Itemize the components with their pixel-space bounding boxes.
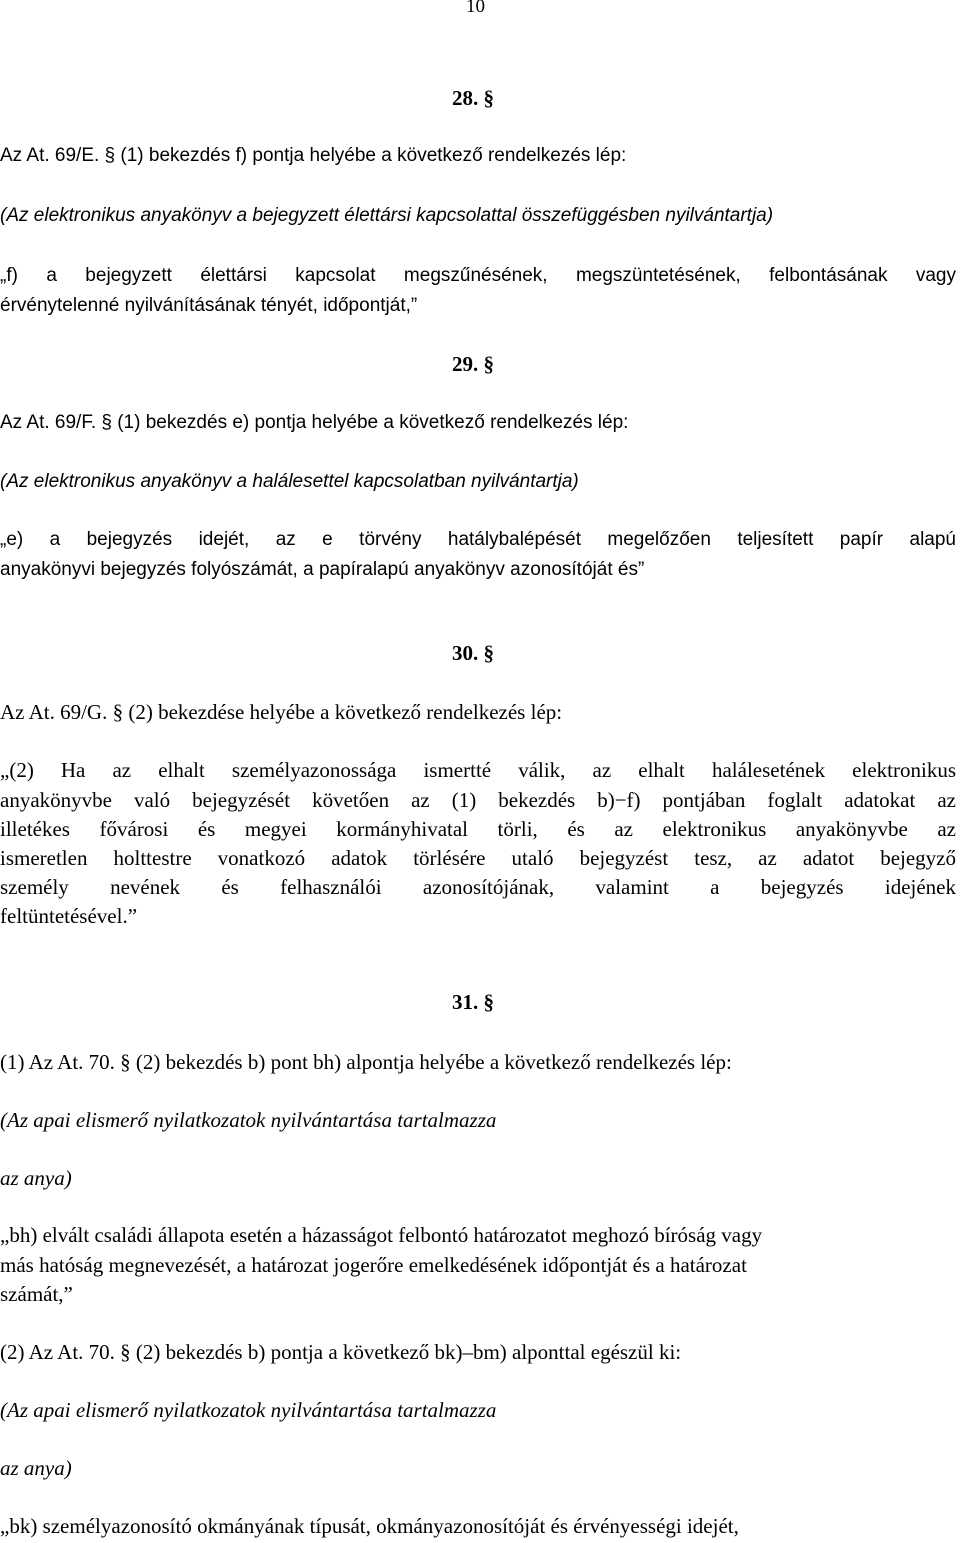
section-30-line-1: „(2) Ha az elhalt személyazonossága ismertté válik, az elhalt halálesetének elektronikus — [0, 758, 956, 782]
page-number: 10 — [466, 0, 485, 17]
section-31-p1-line-3: számát,” — [0, 1282, 73, 1306]
section-30-line-5: személy nevének és felhasználói azonosítójának, valamint a bejegyzés idejének — [0, 875, 956, 899]
section-30-line-6: feltüntetésével.” — [0, 904, 138, 928]
section-heading-29: 29. § — [452, 352, 494, 376]
section-heading-31: 31. § — [452, 990, 494, 1014]
section-29-text-line-1: „e) a bejegyzés idejét, az e törvény hatálybalépését megelőzően teljesített papír alapú — [0, 529, 956, 550]
section-31-p2-intro: (2) Az At. 70. § (2) bekezdés b) pontja a következő bk)–bm) alponttal egészül ki: — [0, 1340, 682, 1364]
section-31-p1-line-2: más hatóság megnevezését, a határozat jogerőre emelkedésének időpontját és a határozat — [0, 1253, 747, 1277]
section-31-p1-line-1: „bh) elvált családi állapota esetén a házasságot felbontó határozatot meghozó bíróság vagy — [0, 1223, 763, 1247]
section-31-p2-context-2: az anya) — [0, 1456, 72, 1480]
section-29-text-line-2: anyakönyvi bejegyzés folyószámát, a papíralapú anyakönyv azonosítóját és” — [0, 559, 645, 580]
section-29-context: (Az elektronikus anyakönyv a halálesettel kapcsolatban nyilvántartja) — [0, 471, 579, 492]
section-28-intro: Az At. 69/E. § (1) bekezdés f) pontja helyébe a következő rendelkezés lép: — [0, 145, 627, 166]
section-30-intro: Az At. 69/G. § (2) bekezdése helyébe a következő rendelkezés lép: — [0, 700, 563, 724]
section-28-text-line-2: érvénytelenné nyilvánításának tényét, időpontját,” — [0, 295, 418, 316]
section-30-line-4: ismeretlen holttestre vonatkozó adatok törlésére utaló bejegyzést tesz, az adatot bejegyző — [0, 846, 956, 870]
section-28-text-line-1: „f) a bejegyzett élettársi kapcsolat megszűnésének, megszüntetésének, felbontásának vagy — [0, 265, 956, 286]
section-31-p1-context-2: az anya) — [0, 1166, 72, 1190]
section-29-intro: Az At. 69/F. § (1) bekezdés e) pontja helyébe a következő rendelkezés lép: — [0, 412, 629, 433]
section-31-p2-line-1: „bk) személyazonosító okmányának típusát, okmányazonosítóját és érvényességi idejét, — [0, 1514, 739, 1538]
section-30-line-3: illetékes fővárosi és megyei kormányhivatal törli, és az elektronikus anyakönyvbe az — [0, 817, 956, 841]
section-heading-28: 28. § — [452, 86, 494, 110]
section-28-context: (Az elektronikus anyakönyv a bejegyzett élettársi kapcsolattal összefüggésben nyilvántartja) — [0, 205, 774, 226]
section-31-p1-intro: (1) Az At. 70. § (2) bekezdés b) pont bh) alpontja helyébe a következő rendelkezés lép: — [0, 1050, 732, 1074]
section-30-line-2: anyakönyvbe való bejegyzését követően az (1) bekezdés b)−f) pontjában foglalt adatokat az — [0, 788, 956, 812]
section-31-p1-context-1: (Az apai elismerő nyilatkozatok nyilvántartása tartalmazza — [0, 1108, 497, 1132]
section-heading-30: 30. § — [452, 641, 494, 665]
section-31-p2-context-1: (Az apai elismerő nyilatkozatok nyilvántartása tartalmazza — [0, 1398, 497, 1422]
